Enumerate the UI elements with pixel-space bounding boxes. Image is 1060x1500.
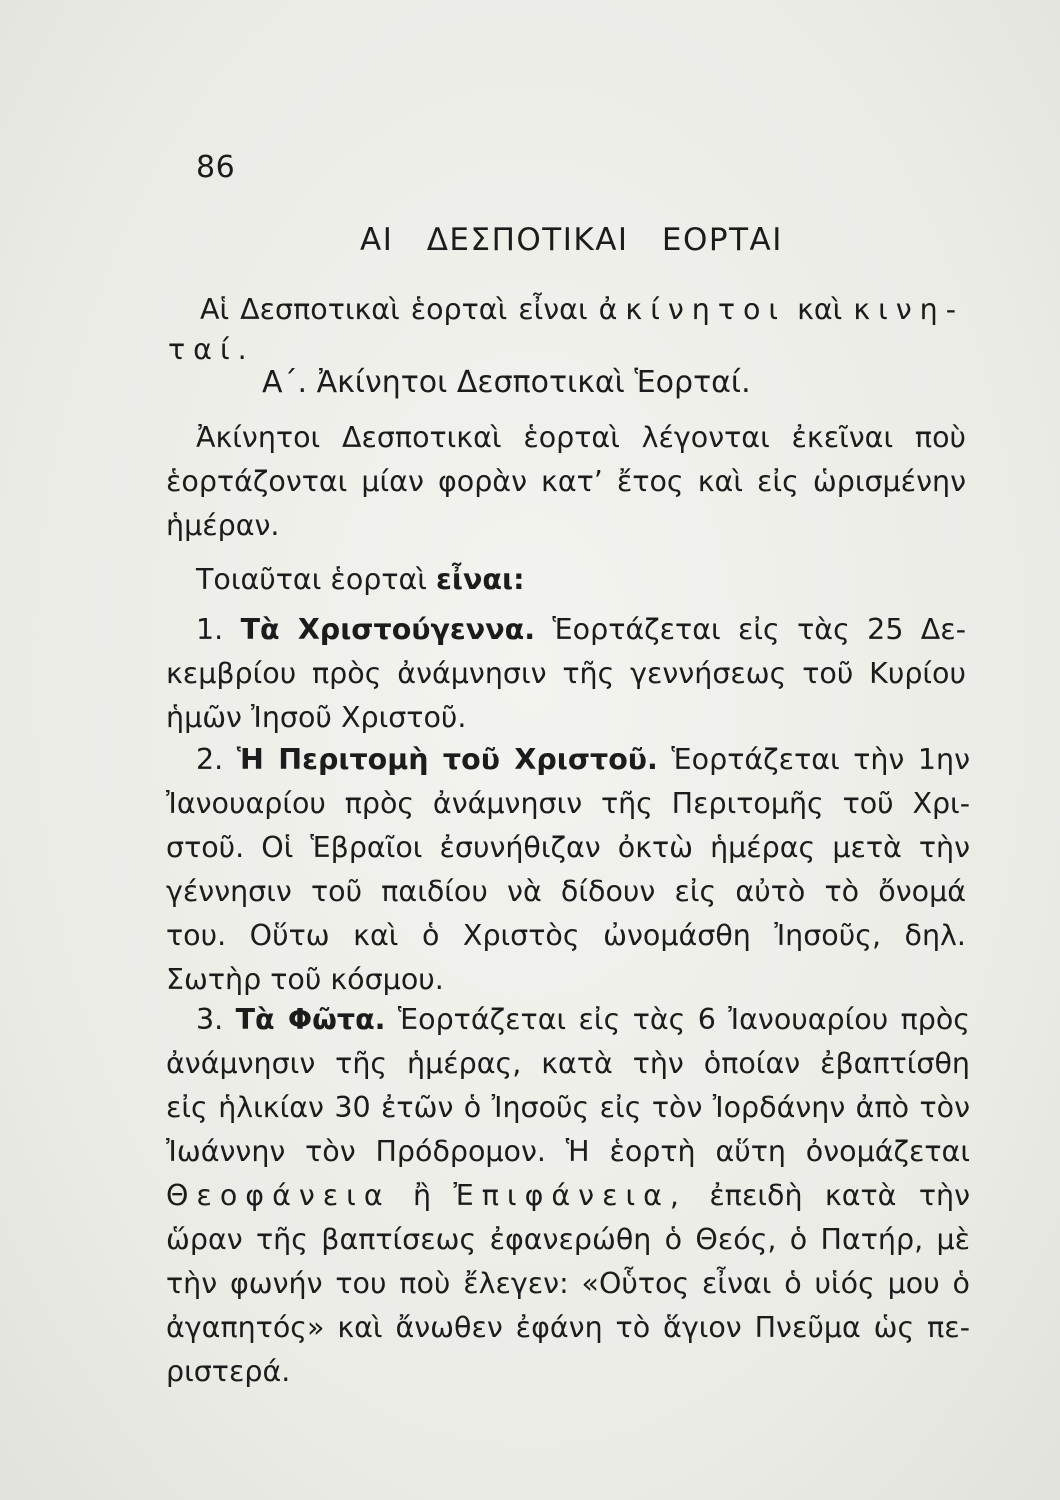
page-number: 86 [196, 150, 236, 185]
feast-number: 1. [196, 613, 224, 646]
feast-name: Τὰ Φῶτα. [235, 1003, 386, 1036]
feast-line: εἰς ἡλικίαν 30 ἐτῶν ὁ Ἰησοῦς εἰς τὸν Ἰορδάνην ἀπὸ τὸν [166, 1091, 970, 1124]
conjunction: ἢ [413, 1179, 432, 1212]
feast-line: Ἰανουαρίου πρὸς ἀνάμνησιν τῆς Περιτομῆς τοῦ Χρι- [166, 787, 970, 820]
feast-line: ὥραν τῆς βαπτίσεως ἐφανερώθη ὁ Θεός, ὁ Πατήρ, μὲ [166, 1223, 970, 1256]
paragraph-line [196, 560, 524, 600]
intro-conjunction: καὶ [797, 293, 843, 326]
spaced-word: Θεοφάνεια [166, 1179, 391, 1212]
chapter-title: ΑΙ ΔΕΣΠΟΤΙΚΑΙ ΕΟΡΤΑΙ [360, 222, 783, 258]
feast-line: τὴν φωνήν του ποὺ ἔλεγεν: «Οὗτος εἶναι ὁ υἱός μου ὁ [166, 1267, 970, 1300]
feast-line: ριστερά. [166, 1355, 291, 1388]
paragraph-bold: εἶναι: [436, 563, 525, 596]
feast-2-first-line [196, 740, 970, 780]
feast-1-first-line [196, 610, 966, 650]
paragraph-text: Τοιαῦται ἑορταὶ [196, 563, 427, 596]
spaced-word: Ἐπιφάνεια, [453, 1179, 687, 1212]
intro-line-2: ταί. [168, 333, 255, 366]
feast-line: του. Οὕτω καὶ ὁ Χριστὸς ὠνομάσθη Ἰησοῦς, δηλ. [166, 919, 966, 952]
feast-name: Ἡ Περιτομὴ τοῦ Χριστοῦ. [236, 743, 658, 776]
section-heading: Α΄. Ἀκίνητοι Δεσποτικαὶ Ἑορταί. [262, 365, 751, 400]
paragraph-line: ἡμέραν. [166, 509, 280, 542]
intro-line-1 [200, 290, 964, 330]
intro-spaced-word-2: κινη- [853, 293, 964, 326]
feast-spaced-line [166, 1176, 970, 1216]
feast-line: γέννησιν τοῦ παιδίου νὰ δίδουν εἰς αὐτὸ τὸ ὄνομά [166, 875, 966, 908]
feast-3-first-line [196, 1000, 970, 1040]
paragraph-line: ἑορτάζονται μίαν φορὰν κατ’ ἔτος καὶ εἰς ὡρισμένην [166, 465, 966, 498]
feast-name: Τὰ Χριστούγεννα. [240, 613, 536, 646]
intro-text: Αἱ Δεσποτικαὶ ἑορταὶ εἶναι [200, 293, 588, 326]
feast-line: Σωτὴρ τοῦ κόσμου. [166, 963, 444, 996]
feast-line: στοῦ. Οἱ Ἑβραῖοι ἐσυνήθιζαν ὀκτὼ ἡμέρας μετὰ τὴν [166, 831, 970, 864]
feast-text: Ἑορτάζεται εἰς τὰς 25 Δε- [552, 613, 966, 646]
feast-text: Ἑορτάζεται εἰς τὰς 6 Ἰανουαρίου πρὸς [397, 1003, 970, 1036]
feast-text: Ἑορτάζεται τὴν 1ην [671, 743, 970, 776]
feast-number: 3. [196, 1003, 224, 1036]
intro-spaced-word: ἀκίνητοι [598, 293, 787, 326]
feast-number: 2. [196, 743, 224, 776]
feast-line: ἀγαπητός» καὶ ἄνωθεν ἐφάνη τὸ ἅγιον Πνεῦμα ὡς πε- [166, 1311, 970, 1344]
feast-line: Ἰωάννην τὸν Πρόδρομον. Ἡ ἑορτὴ αὕτη ὀνομάζεται [166, 1135, 970, 1168]
feast-line: κεμβρίου πρὸς ἀνάμνησιν τῆς γεννήσεως τοῦ Κυρίου [166, 657, 966, 690]
feast-line: ἡμῶν Ἰησοῦ Χριστοῦ. [166, 701, 467, 734]
feast-line: ἀνάμνησιν τῆς ἡμέρας, κατὰ τὴν ὁποίαν ἐβαπτίσθη [166, 1047, 970, 1080]
feast-text: ἐπειδὴ κατὰ τὴν [709, 1179, 970, 1212]
paragraph-line: Ἀκίνητοι Δεσποτικαὶ ἑορταὶ λέγονται ἐκεῖναι ποὺ [196, 421, 966, 454]
